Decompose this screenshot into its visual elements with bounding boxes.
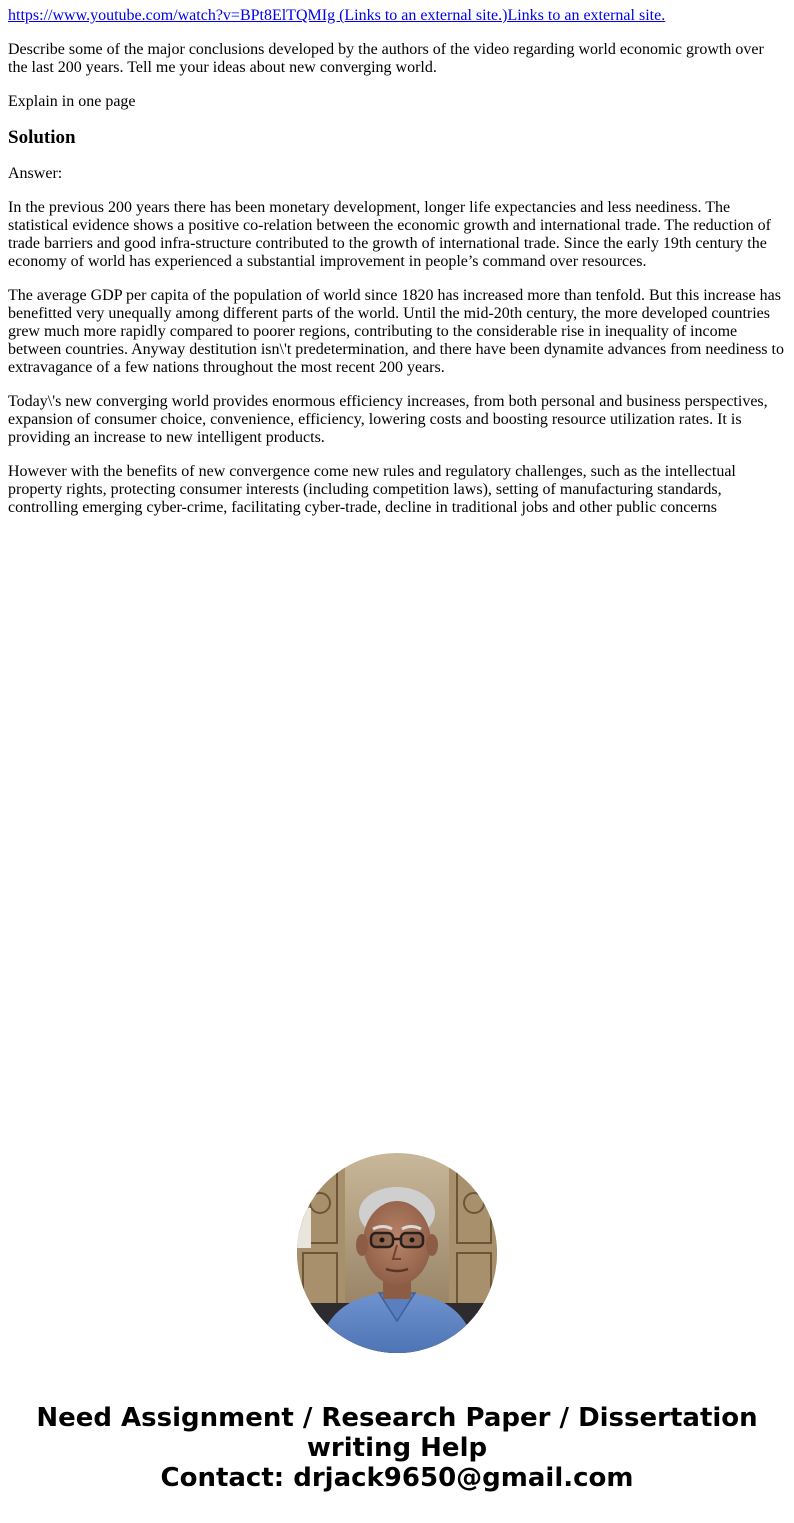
help-promo-banner xyxy=(0,1403,794,1493)
author-portrait-image xyxy=(297,1153,497,1353)
answer-paragraph-4: However with the benefits of new convergence come new rules and regulatory challenges, such as the intellectual property rights, protecting consumer interests (including competition laws), setting of manufacturing standards, controlling emerging cyber-crime, facilitating cyber-trade, decline in traditional jobs and other public concerns xyxy=(8,463,736,516)
answer-paragraph-2: The average GDP per capita of the population of world since 1820 has increased more than tenfold. But this increase has benefitted very unequally among different parts of the world. Until the mid-20th century, the more developed countries grew much more rapidly compared to poorer regions, contributing to the considerable rise in inequality of income between countries. Anyway destitution isn\'t predetermination, and there have been dynamite advances from neediness to extravagance of a few nations throughout the most recent 200 years. xyxy=(8,287,784,376)
document-content xyxy=(8,7,786,533)
promo-headline: Need Assignment / Research Paper / Dissertation writing Help xyxy=(36,1403,758,1463)
answer-paragraph-3: Today\'s new converging world provides enormous efficiency increases, from both personal and business perspectives, expansion of consumer choice, convenience, efficiency, lowering costs and boosting resource utilization rates. It is providing an increase to new intelligent products. xyxy=(8,393,768,446)
solution-heading: Solution xyxy=(8,127,76,148)
question-prompt: Describe some of the major conclusions developed by the authors of the video regarding world economic growth over the last 200 years. Tell me your ideas about new converging world. xyxy=(8,41,764,76)
promo-contact: Contact: drjack9650@gmail.com xyxy=(160,1463,634,1493)
author-avatar xyxy=(297,1153,497,1353)
external-site-link[interactable]: Links to an external site. xyxy=(507,7,666,24)
question-instruction: Explain in one page xyxy=(8,93,136,110)
answer-paragraph-1: In the previous 200 years there has been monetary development, longer life expectancies and less neediness. The statistical evidence shows a positive co-relation between the economic growth and international trade. The reduction of trade barriers and good infra-structure contributed to the growth of international trade. Since the early 19th century the economy of world has experienced a substantial improvement in people’s command over resources. xyxy=(8,199,771,270)
question-link-line xyxy=(8,7,786,25)
video-url-link[interactable]: https://www.youtube.com/watch?v=BPt8ElTQMIg (Links to an external site.) xyxy=(8,7,508,24)
answer-label: Answer: xyxy=(8,165,63,182)
